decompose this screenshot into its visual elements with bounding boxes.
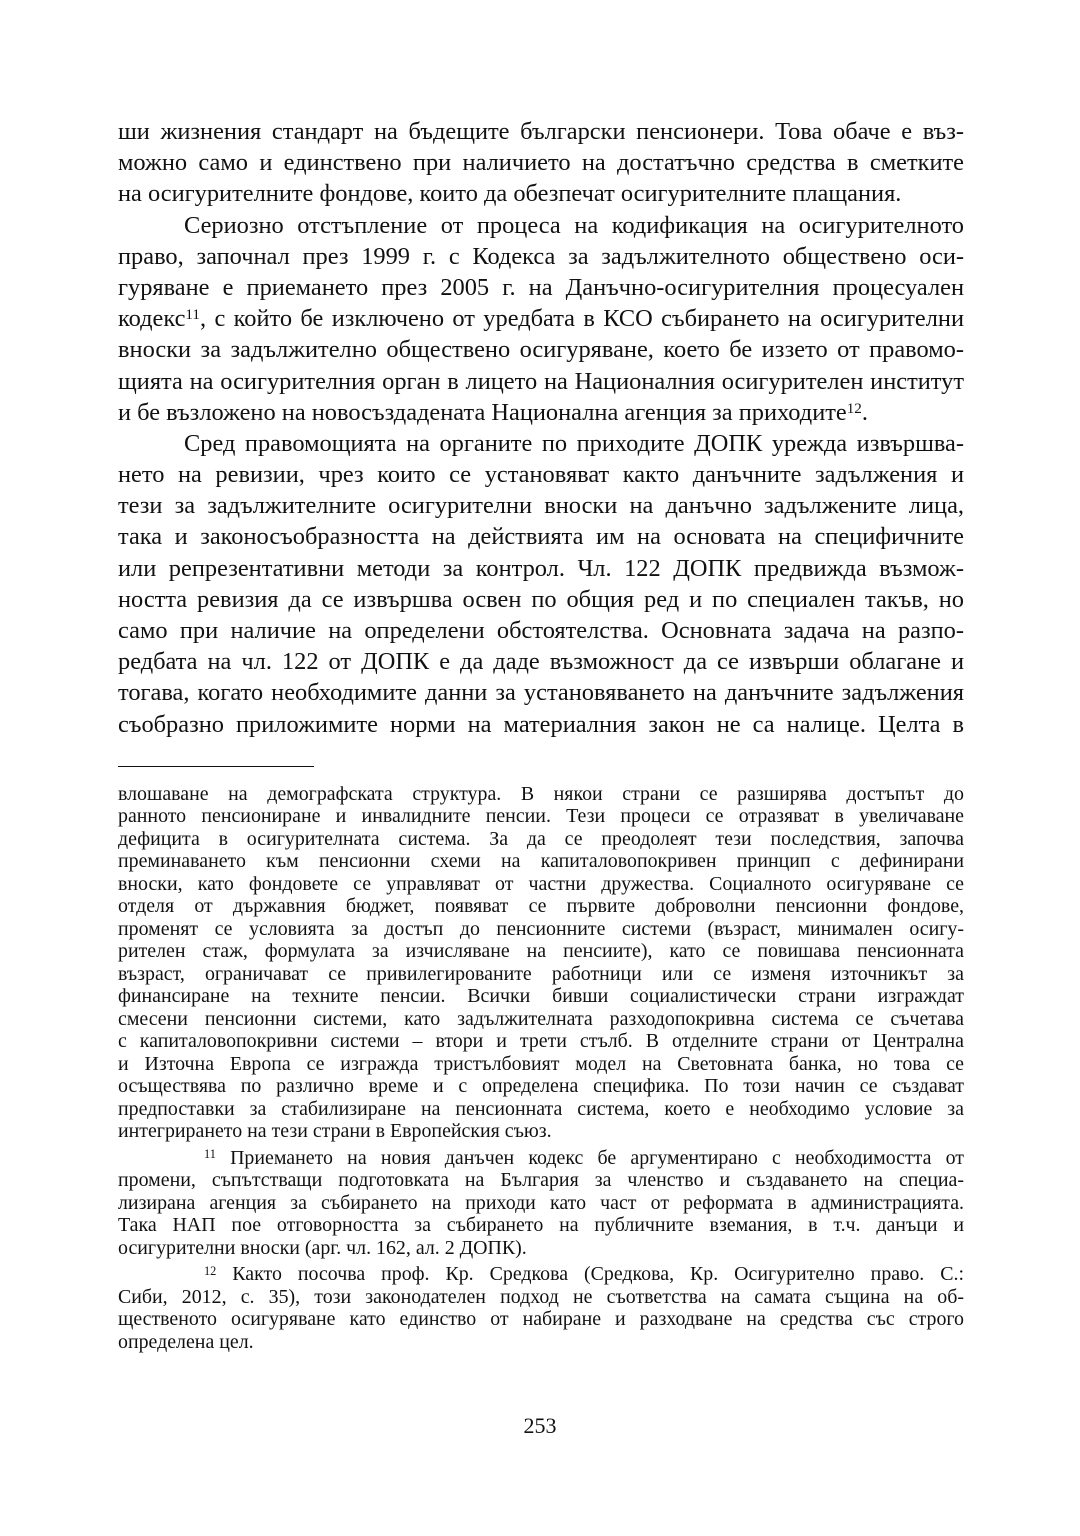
text-line: щията на осигурителния орган в лицето на Националния осигурителен институт [118, 367, 964, 395]
text-line: ши жизнения стандарт на бъдещите български пенсионери. Това обаче е въз- [118, 118, 964, 145]
footnotes [118, 783, 964, 1354]
footnote-separator [118, 766, 314, 767]
footnote-line: вноски, като фондовете се управляват от частни дружества. Социалното осигуряване се [118, 872, 964, 895]
paragraph-2 [118, 210, 964, 428]
text-fragment: Както посочва проф. Кр. Средкова (Средкова, Кр. Осигурително право. С.: [216, 1263, 964, 1286]
text-line: само при наличие на определени обстоятелства. Основната задача на разпо- [118, 617, 964, 644]
footnote-12 [118, 1263, 964, 1353]
main-text [118, 116, 964, 740]
text-line-with-footnote-ref [118, 303, 964, 334]
text-fragment: Приемането на новия данъчен кодекс бе аргументирано с необходимостта от [215, 1146, 964, 1169]
page [118, 116, 964, 1353]
text-line: вноски за задължително обществено осигуряване, което бе иззето от правомо- [118, 336, 964, 364]
footnote-ref-12[interactable]: 12 [846, 400, 862, 417]
text-line: тогава, когато необходимите данни за установяването на данъчните задължения [118, 679, 964, 707]
footnote-line: дефицита в осигурителната система. За да се преодолеят тези последствия, започва [118, 827, 964, 850]
page-number: 253 [523, 1413, 557, 1438]
text-line: Сериозно отстъпление от процеса на кодификация на осигурителното [184, 211, 964, 239]
footnote-line: рителен стаж, формулата за изчисляване на пенсиите), като се повишава пенсионната [118, 940, 964, 963]
text-fragment: . [861, 398, 868, 426]
footnote-line: и Източна Европа се изгражда тристълбовият модел на Световната банка, но това се [118, 1052, 964, 1075]
footnote-line: възраст, ограничават се привилегированите работници или се изменя източникът за [118, 962, 964, 985]
text-line: редбата на чл. 122 от ДОПК е да даде възможност да се извърши облагане и [118, 648, 964, 676]
footnote-line: Така НАП пое отговорността за събирането на публичните вземания, в т.ч. данъци и [118, 1214, 964, 1237]
footnote-line: интегрирането на тези страни в Европейския съюз. [118, 1120, 552, 1143]
footnote-line: променят се условията за достъп до пенсионните системи (възраст, минимален осигу- [118, 917, 964, 940]
footnote-line: финансиране на техните пенсии. Всички бивши социалистически страни изграждат [118, 985, 964, 1008]
text-line: гуряване е приемането през 2005 г. на Данъчно-осигурителния процесуален [118, 273, 964, 301]
text-fragment: кодекс [118, 305, 186, 333]
text-fragment: и бе възложено на новосъздадената Национална агенция за приходите [118, 398, 847, 426]
footnote-line: с капиталовопокривни системи – втори и трети стълб. В отделните страни от Централна [118, 1030, 964, 1053]
footnote-line: определена цел. [118, 1330, 254, 1353]
footnote-line: отделя от държавния бюджет, появяват се първите доброволни пенсионни фондове, [118, 895, 964, 918]
text-line: така и законосъобразността на действията им на основата на специфичните [118, 523, 964, 551]
footnote-line: щественото осигуряване като единство от набиране и разходване на средства със строго [118, 1308, 964, 1331]
footnote-ref-11[interactable]: 11 [185, 307, 200, 324]
footnote-line: осигурителни вноски (арг. чл. 162, ал. 2 ДОПК). [118, 1236, 527, 1259]
footnote-line: промени, съпътстващи подготовката на България за членство и създаването на специа- [118, 1169, 964, 1192]
footnote-11 [118, 1147, 964, 1260]
text-line: право, започнал през 1999 г. с Кодекса за задължителното обществено оси- [118, 242, 964, 270]
text-line: тези за задължителните осигурителни вноски на данъчно задължените лица, [118, 492, 964, 520]
paragraph-1 [118, 116, 964, 210]
text-line: или репрезентативни методи за контрол. Чл. 122 ДОПК предвижда възмож- [118, 554, 964, 582]
text-line: нето на ревизии, чрез които се установяват както данъчните задължения и [118, 461, 964, 489]
footnote-line: ранното пенсиониране и инвалидните пенсии. Тези процеси се отразяват в увеличаване [118, 805, 964, 828]
footnote-line [118, 1263, 964, 1286]
footnote-mark-12: 12 [204, 1263, 217, 1278]
footnote-line: преминаването към пенсионни схеми на капиталовопокривен принцип с дефинирани [118, 850, 964, 873]
text-line-with-footnote-ref [118, 397, 964, 428]
footnote-line: влошаване на демографската структура. В някои страни се разширява достъпът до [118, 782, 964, 805]
text-fragment: , с който бе изключено от уредбата в КСО събирането на осигурителни [199, 305, 964, 333]
footnote-line: лизирана агенция за събирането на приходи като част от реформата в администрацията. [118, 1191, 964, 1214]
footnote-line: предпоставки за стабилизиране на пенсионната система, което е необходимо условие за [118, 1097, 964, 1120]
footnote-mark-11: 11 [204, 1147, 216, 1162]
text-line: ността ревизия да се извършва освен по общия ред и по специален такъв, но [118, 585, 964, 613]
text-line: можно само и единствено при наличието на достатъчно средства в сметките [118, 149, 964, 177]
footnote-line: Сиби, 2012, с. 35), този законодателен подход не съответства на самата същина на об- [118, 1285, 964, 1308]
text-line: съобразно приложимите норми на материалния закон не са налице. Целта в [118, 710, 964, 738]
text-line: Сред правомощията на органите по приходите ДОПК урежда извършва- [184, 429, 964, 457]
footnote-line: осъществява по различно време и с определена специфика. По този начин се създават [118, 1075, 964, 1098]
footnote-continued [118, 783, 964, 1143]
paragraph-3 [118, 428, 964, 740]
text-line: на осигурителните фондове, които да обезпечат осигурителните плащания. [118, 180, 902, 208]
footnote-line [118, 1147, 964, 1170]
footnote-line: смесени пенсионни системи, като задължителната разходопокривна система се съчетава [118, 1007, 964, 1030]
